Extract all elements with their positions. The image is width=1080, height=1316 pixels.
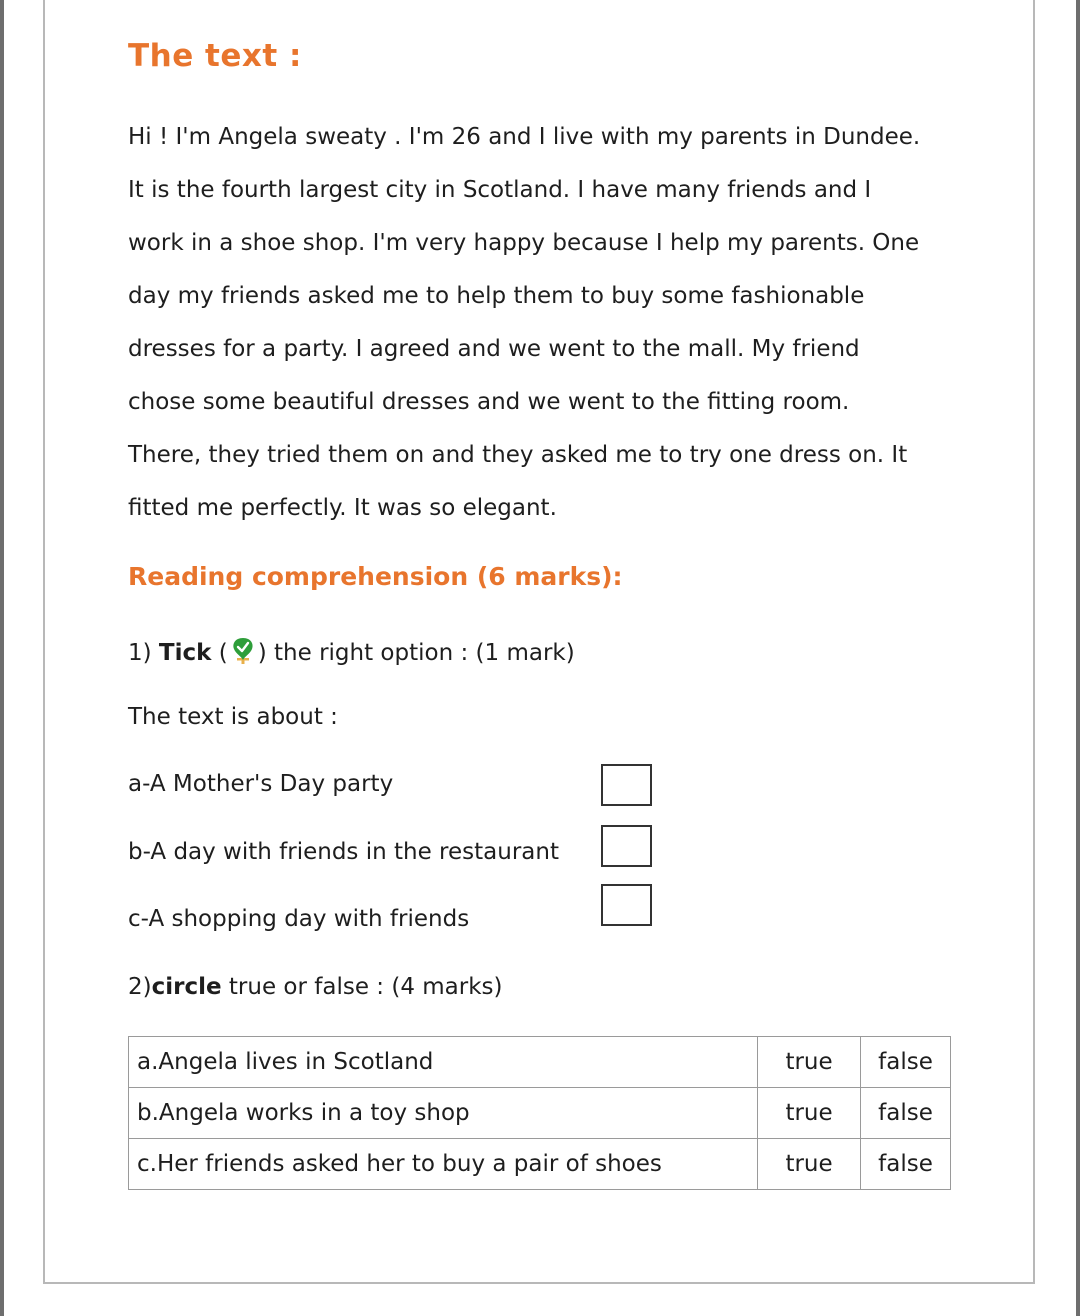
question-tail: true or false : (4 marks) [221,974,503,1000]
true-option[interactable]: true [758,1139,861,1190]
passage-line: It is the fourth largest city in Scotland. I have many friends and I [128,177,872,203]
table-row [129,1037,951,1088]
section-heading: Reading comprehension (6 marks): [128,562,623,591]
question-tail: ) the right option : (1 mark) [257,640,575,666]
passage-line: work in a shoe shop. I'm very happy because I help my parents. One [128,230,920,256]
false-option[interactable]: false [861,1037,951,1088]
true-false-table [128,1036,951,1190]
passage-line: dresses for a party. I agreed and we went to the mall. My friend [128,336,860,362]
passage-line: Hi ! I'm Angela sweaty . I'm 26 and I live with my parents in Dundee. [128,124,921,150]
passage-line: fitted me perfectly. It was so elegant. [128,495,557,521]
statement-cell: a.Angela lives in Scotland [129,1037,758,1088]
option-b-checkbox[interactable] [601,825,652,867]
text-heading: The text : [128,38,302,74]
passage-line: day my friends asked me to help them to buy some fashionable [128,283,865,309]
passage-line: There, they tried them on and they asked me to try one dress on. It [128,442,908,468]
question-verb: Tick [158,640,212,666]
question-verb: circle [151,974,222,1000]
false-option[interactable]: false [861,1088,951,1139]
passage-line: chose some beautiful dresses and we went to the fitting room. [128,389,850,415]
option-c-checkbox[interactable] [601,884,652,926]
statement-cell: c.Her friends asked her to buy a pair of shoes [129,1139,758,1190]
option-c: c-A shopping day with friends [128,906,470,932]
tick-icon [230,636,256,666]
statement-cell: b.Angela works in a toy shop [129,1088,758,1139]
true-option[interactable]: true [758,1088,861,1139]
question-1-stem: The text is about : [128,704,338,730]
question-number: 1) [128,640,152,666]
false-option[interactable]: false [861,1139,951,1190]
option-a-checkbox[interactable] [601,764,652,806]
option-b: b-A day with friends in the restaurant [128,839,559,865]
question-1-instruction [128,636,575,666]
true-option[interactable]: true [758,1037,861,1088]
option-a: a-A Mother's Day party [128,771,394,797]
question-number: 2) [128,974,152,1000]
window-border-left [0,0,4,1316]
table-row [129,1088,951,1139]
question-2-instruction [128,974,503,1000]
window-border-right [1076,0,1080,1316]
table-row [129,1139,951,1190]
open-paren: ( [218,640,228,666]
